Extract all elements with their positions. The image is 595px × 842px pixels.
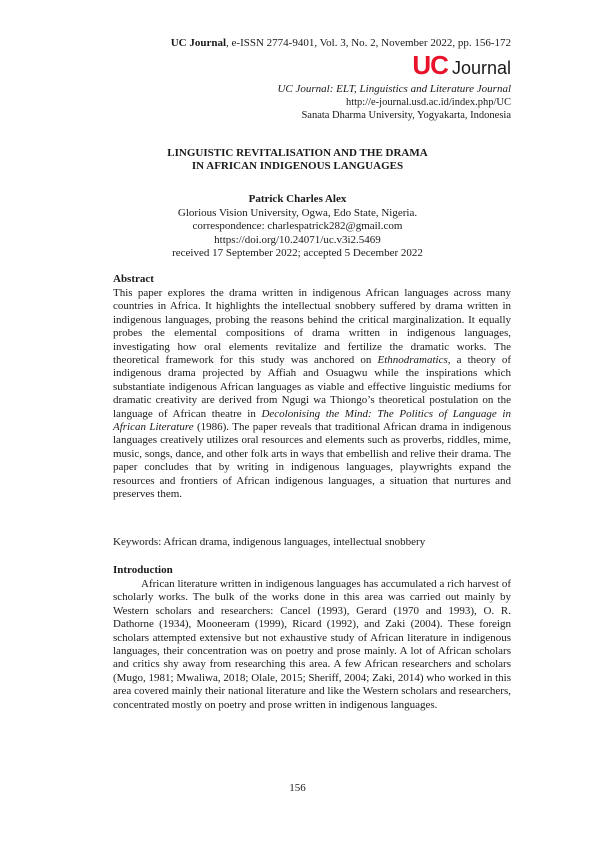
abstract-part-2: , a theory of indigenous drama projected by Affiah and Osuagwu while the inspirations which substantiate indigenous African languages as viable and effective linguistic mediums for dramatic creativity are derived from Ngugi wa Thiongo’s theoretical postulation on the language of African theatre in [113,354,511,420]
journal-url[interactable]: http://e-journal.usd.ac.id/index.php/UC [345,97,511,108]
keywords-line: Keywords: African drama, indigenous languages, intellectual snobbery [113,536,426,548]
introduction-text: African literature written in indigenous languages has accumulated a rich harvest of scholarly works. The bulk of the works done in this area was carried out mainly by Western scholars and researchers: Cancel (1993), Gerard (1970 and 1993), O. R. Dathorne (1934), Mooneeram (1999), Ricard (1992), and Zaki (2004). These foreign scholars attempted extensive but not exhaustive study of African literature in indigenous languages, their concentration was on poetry and prose mainly. A lot of African scholars and critics shy away from researching this area. A few African researchers and scholars (Mugo, 1981; Mwaliwa, 2018; Olale, 2015; Sheriff, 2004; Zaki, 2014) who worked in this area covered mainly their national literature and like the Western scholars and researchers, concentrated mostly on poetry and prose written in indigenous languages. [113,578,511,711]
journal-university: Sanata Dharma University, Yogyakarta, Indonesia [301,110,511,121]
journal-fullname: UC Journal: ELT, Linguistics and Literature Journal [277,83,511,95]
journal-logo [412,50,511,81]
abstract-part-3: (1986). The paper reveals that traditional African drama in indigenous languages creatively utilizes oral resources and elements such as proverbs, riddles, mime, music, songs, dance, and other folk arts in ways that embellish and relive their drama. The paper concludes that by writing in indigenous languages, playwrights expand the resources and frontiers of African indigenous languages, a situation that nurtures and preserves them. [113,421,511,501]
page-number: 156 [289,782,306,794]
title-line-1: LINGUISTIC REVITALISATION AND THE DRAMA [167,147,428,159]
article-doi[interactable]: https://doi.org/10.24071/uc.v3i2.5469 [214,233,381,246]
article-dates: received 17 September 2022; accepted 5 December 2022 [172,247,423,259]
citation-details: , e-ISSN 2774-9401, Vol. 3, No. 2, November 2022, pp. 156-172 [226,37,511,49]
introduction-heading: Introduction [113,564,173,576]
article-title [0,147,595,173]
abstract-italic-1: Ethnodramatics [377,354,448,367]
abstract-part-1: This paper explores the drama written in indigenous African languages across many countries in Africa. It highlights the intellectual snobbery suffered by drama written in indigenous languages, probing the reasons behind the critical marginalization. It equally probes the elemental compositions of drama written in indigenous languages, investigating how oral elements revitalize and fertilize the dramatic works. The theoretical framework for this study was anchored on [113,287,511,367]
logo-uc-text: UC [412,50,448,80]
abstract-heading: Abstract [113,273,154,285]
title-line-2: IN AFRICAN INDIGENOUS LANGUAGES [191,160,404,172]
author-name: Patrick Charles Alex [248,193,347,205]
author-affiliation: Glorious Vision University, Ogwa, Edo State, Nigeria. [177,206,418,219]
citation-line [171,37,511,49]
journal-info [277,83,511,122]
author-block [0,193,595,261]
citation-journal: UC Journal [170,37,227,49]
author-email[interactable]: correspondence: charlespatrick282@gmail.com [192,220,403,232]
abstract-italic-2: Decolonising the Mind: The Politics of Language in African Literature [113,407,511,434]
logo-journal-text: Journal [451,58,511,78]
abstract-text [113,287,511,502]
